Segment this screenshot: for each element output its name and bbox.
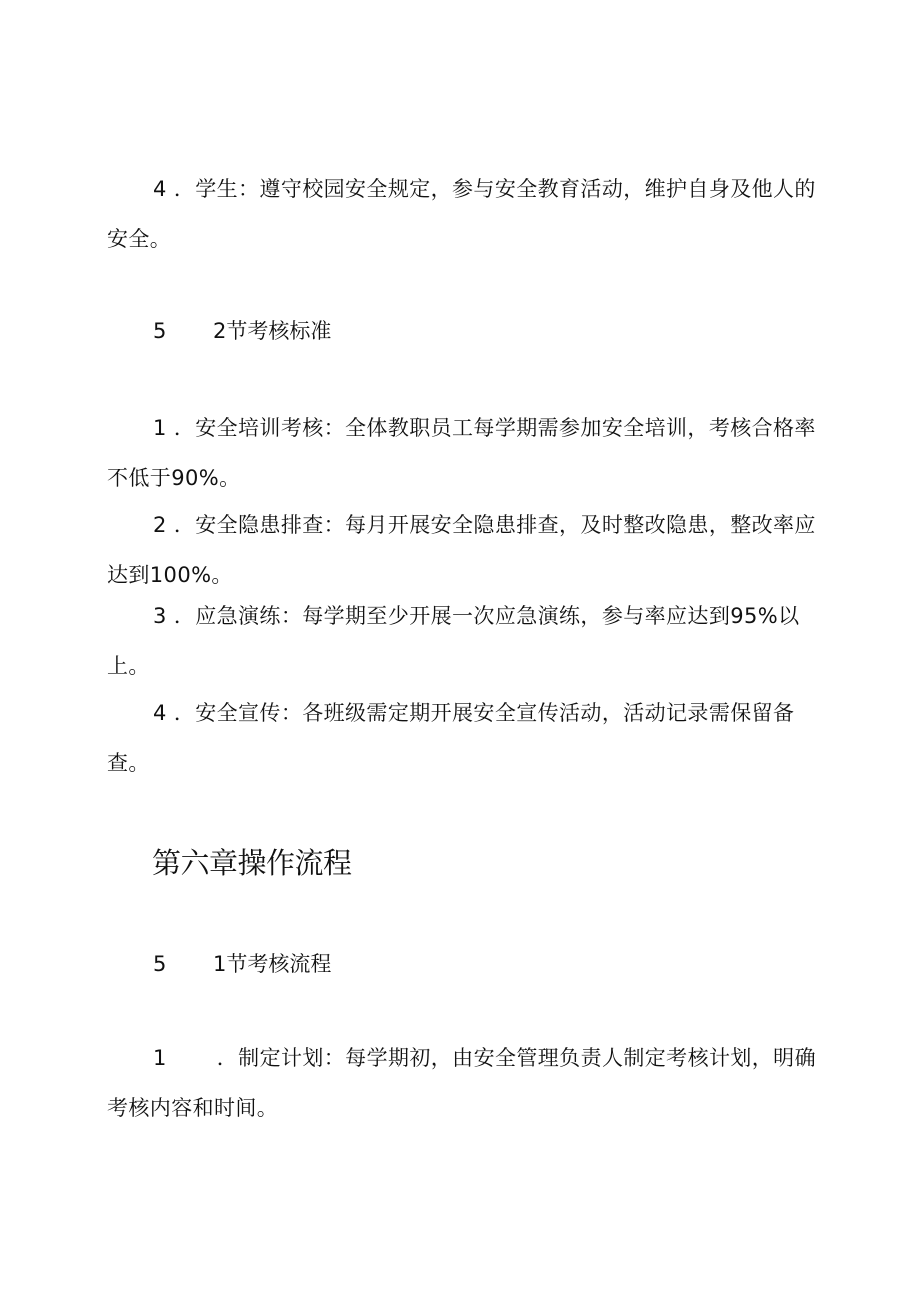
section-heading-assessment-standards xyxy=(153,316,331,346)
section-heading-assessment-process xyxy=(153,949,331,979)
section-title: 1节考核流程 xyxy=(213,952,332,976)
chapter-title: 第六章操作流程 xyxy=(152,846,352,880)
section-title: 2节考核标准 xyxy=(213,319,332,343)
section-number: 5 xyxy=(153,319,167,343)
item-number: 1 xyxy=(153,1046,167,1070)
paragraph-student-duty: 4 ．学生：遵守校园安全规定，参与安全教育活动，维护自身及他人的安全。 xyxy=(107,177,816,251)
paragraph-hazard-inspection: 2 ．安全隐患排查：每月开展安全隐患排查，及时整改隐患，整改率应达到100%。 xyxy=(107,513,816,587)
paragraph-safety-training: 1 ．安全培训考核：全体教职员工每学期需参加安全培训，考核合格率不低于90%。 xyxy=(107,416,816,490)
paragraph-safety-publicity: 4 ．安全宣传：各班级需定期开展安全宣传活动，活动记录需保留备查。 xyxy=(107,701,795,775)
item-text: ．制定计划：每学期初，由安全管理负责人制定考核计划，明确考核内容和时间。 xyxy=(107,1046,816,1120)
paragraph-emergency-drill: 3 ．应急演练：每学期至少开展一次应急演练，参与率应达到95%以上。 xyxy=(107,604,800,678)
paragraph-make-plan xyxy=(107,1033,819,1133)
section-number: 5 xyxy=(153,952,167,976)
